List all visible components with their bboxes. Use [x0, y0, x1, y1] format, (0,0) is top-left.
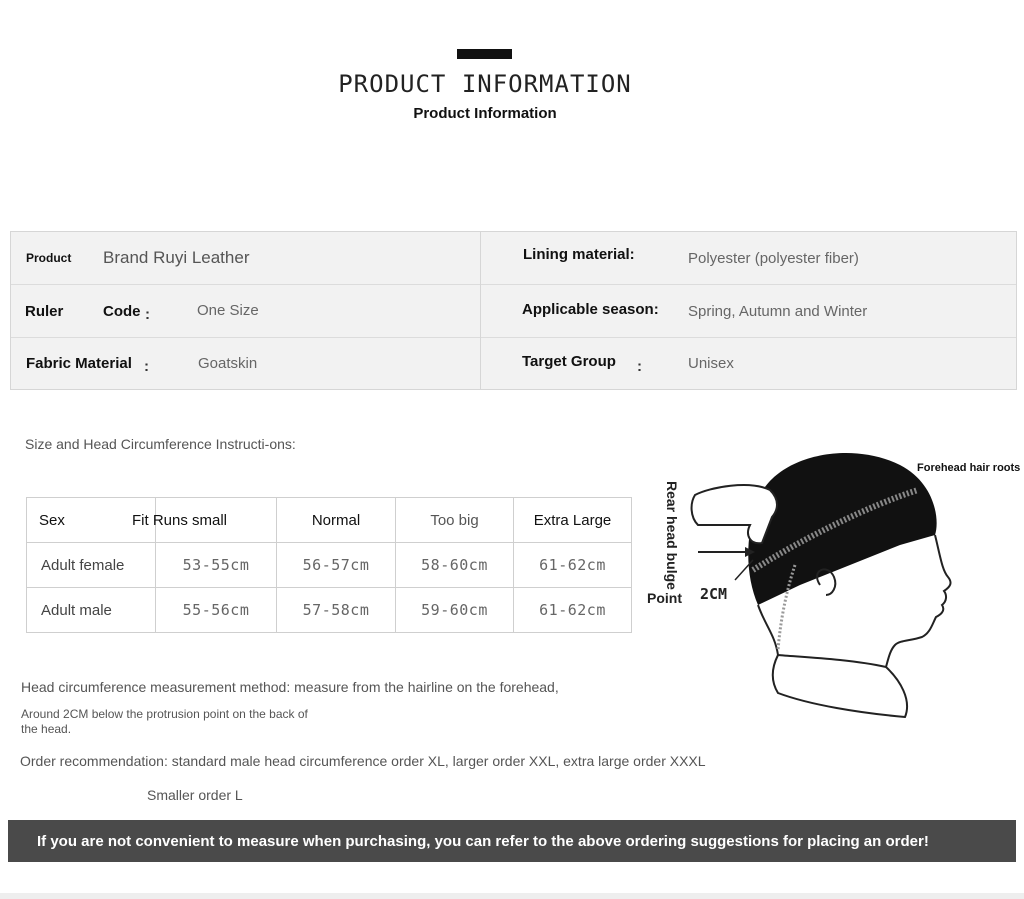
code-colon: :	[145, 305, 150, 323]
measurement-detail-note: Around 2CM below the protrusion point on the back of the head.	[21, 707, 308, 736]
ordering-suggestion-banner	[8, 820, 1016, 862]
size-table	[26, 497, 632, 633]
product-label: Product	[26, 251, 72, 265]
table-row	[27, 543, 632, 588]
target-label: Target Group	[522, 352, 616, 370]
header-extra-large: Extra Large	[514, 498, 632, 543]
male-too-big: 59-60cm	[396, 588, 514, 633]
row-label-male: Adult male	[27, 588, 156, 633]
banner-text: If you are not convenient to measure when purchasing, you can refer to the above ordering suggestions for placing an order!	[37, 832, 929, 850]
page-title: PRODUCT INFORMATION	[338, 70, 632, 98]
header-too-big: Too big	[396, 498, 514, 543]
code-label: Code	[103, 302, 141, 320]
fabric-colon: :	[144, 357, 149, 375]
female-too-big: 58-60cm	[396, 543, 514, 588]
info-row-brand	[11, 232, 1016, 285]
head-measurement-diagram	[647, 445, 1021, 735]
male-small: 55-56cm	[156, 588, 277, 633]
lining-value: Polyester (polyester fiber)	[688, 249, 859, 267]
smaller-order-note: Smaller order L	[147, 787, 243, 803]
title-accent-bar	[457, 49, 512, 59]
order-recommendation-note: Order recommendation: standard male head circumference order XL, larger order XXL, extra large order XXXL	[20, 753, 706, 769]
season-label: Applicable season:	[522, 300, 659, 318]
point-label: Point	[647, 590, 682, 606]
season-value: Spring, Autumn and Winter	[688, 302, 868, 320]
info-column-divider	[480, 232, 481, 389]
fabric-value: Goatskin	[198, 354, 258, 372]
forehead-label: Forehead hair roots	[917, 462, 1021, 474]
lining-label: Lining material:	[523, 245, 635, 263]
brand-value: Brand Ruyi Leather	[103, 248, 250, 267]
size-table-header	[27, 498, 632, 543]
page-subtitle: Product Information	[413, 105, 557, 122]
info-row-fabric	[11, 337, 1016, 389]
table-row	[27, 588, 632, 633]
bottom-divider	[0, 893, 1024, 899]
female-small: 53-55cm	[156, 543, 277, 588]
two-cm-label: 2CM	[700, 585, 728, 603]
measurement-method-note: Head circumference measurement method: measure from the hairline on the forehead,	[21, 679, 559, 695]
header-fit-runs-small: Fit Runs small	[132, 512, 228, 529]
size-section-title: Size and Head Circumference Instructi-ons:	[25, 436, 296, 452]
rear-head-label: Rear head bulge	[664, 481, 680, 590]
product-info-table	[10, 231, 1017, 390]
row-label-female: Adult female	[27, 543, 156, 588]
target-colon: :	[637, 357, 642, 375]
female-extra-large: 61-62cm	[514, 543, 632, 588]
female-normal: 56-57cm	[277, 543, 396, 588]
header-normal: Normal	[277, 498, 396, 543]
target-value: Unisex	[688, 354, 734, 372]
info-row-size	[11, 285, 1016, 338]
size-value: One Size	[197, 301, 259, 319]
male-normal: 57-58cm	[277, 588, 396, 633]
ruler-label: Ruler	[25, 302, 64, 320]
header-sex-cell	[27, 498, 228, 543]
fabric-label: Fabric Material	[26, 354, 132, 372]
male-extra-large: 61-62cm	[514, 588, 632, 633]
header-sex: Sex	[39, 512, 65, 529]
